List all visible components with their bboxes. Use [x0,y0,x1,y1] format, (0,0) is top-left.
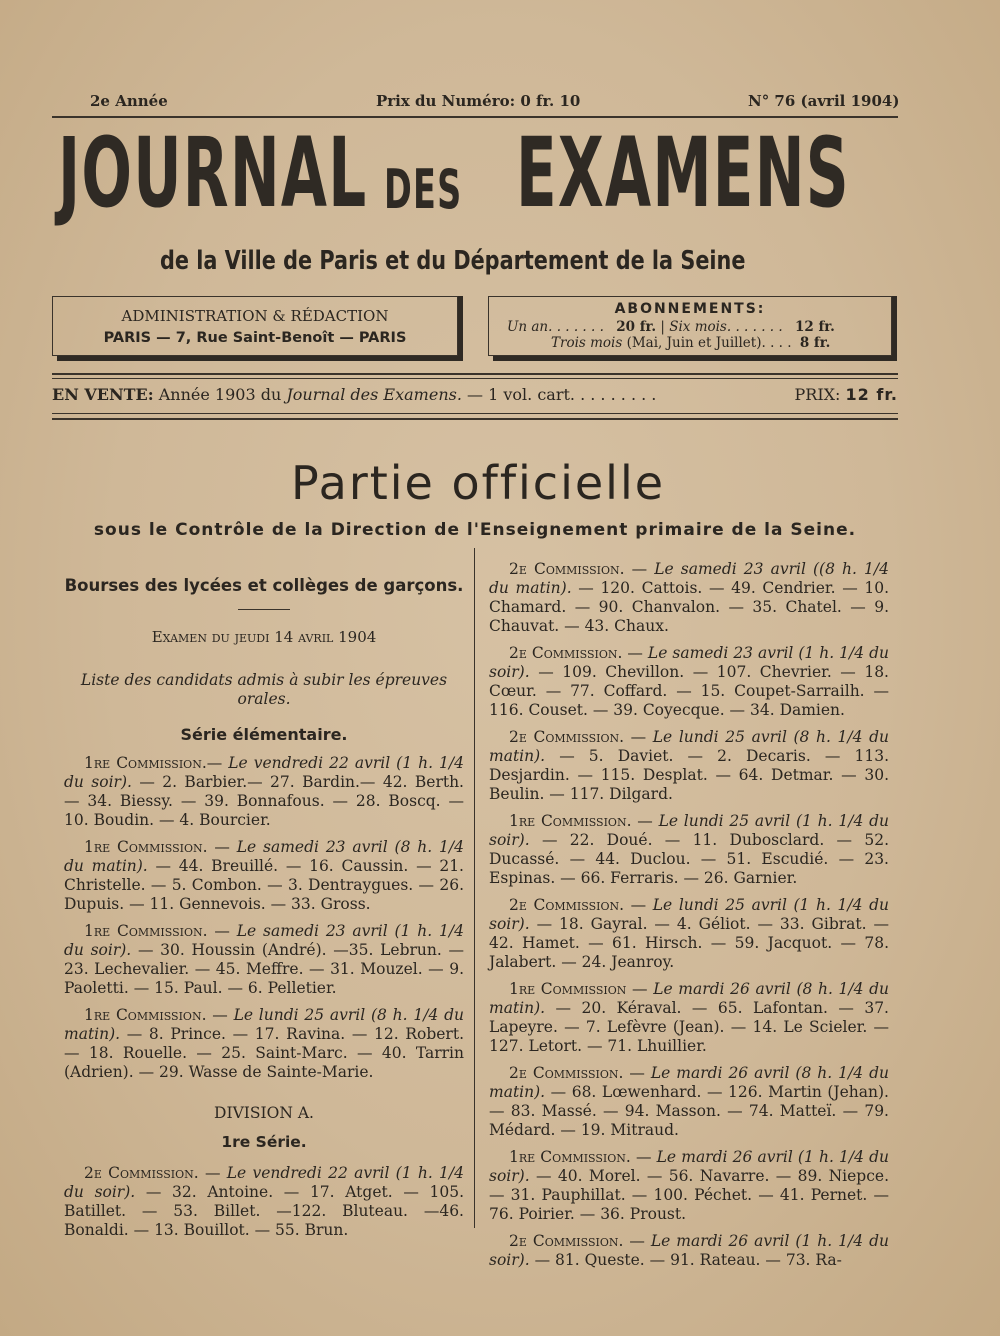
en-vente-text-b: Journal des Examens. [286,385,462,404]
abonnements-title: ABONNEMENTS: [614,301,766,317]
left-paragraph: 1re Commission. — Le lundi 25 avril (8 h. 1/4 du matin). — 8. Prince. — 17. Ravina. — 12. Robert. — 18. Rouelle. — 25. Saint-Marc. — 40. Tarrin (Adrien). — 29. Wasse de Sainte-Marie. [64,1006,464,1081]
right-paragraph: 2e Commission. — Le samedi 23 avril ((8 h. 1/4 du matin). — 120. Cattois. — 49. Cendrier. — 10. Chamard. — 90. Chanvalon. — 35. Chatel. — 9. Chauvat. — 43. Chaux. [489,560,889,635]
rule [52,373,898,375]
admin-box [52,296,458,356]
left-paragraph: 1re Commission.— Le vendredi 22 avril (1 h. 1/4 du soir). — 2. Barbier.— 27. Bardin.— 42. Berth. — 34. Biessy. — 39. Bonnafous. — 28. Boscq. — 10. Boudin. — 4. Bourcier. [64,754,464,829]
admin-line-2: PARIS — 7, Rue Saint-Benoît — PARIS [103,330,407,346]
prix-numero: Prix du Numéro: 0 fr. 10 [376,92,581,110]
un-an-price: 20 fr. [616,319,657,335]
liste-candidats: Liste des candidats admis à subir les épreuves orales. [80,671,448,708]
abonnements-line-2 [551,335,830,351]
prix-label: PRIX: [794,385,841,404]
serie-elementaire: Série élémentaire. [180,725,348,744]
rule [52,378,898,379]
rule [52,413,898,414]
right-paragraph: 1re Commission. — Le mardi 26 avril (1 h. 1/4 du soir). — 40. Morel. — 56. Navarre. — 89. Niepce. — 31. Pauphillat. — 100. Péchet. — 41. Pernet. — 76. Poirier. — 36. Proust. [489,1148,890,1223]
trois-mois-label: Trois mois [551,335,623,351]
section-title: Partie officielle [290,456,666,510]
right-paragraph: 2e Commission. — Le lundi 25 avril (8 h. 1/4 du matin). — 5. Daviet. — 2. Decaris. — 113. Desjardin. — 115. Desplat. — 64. Detmar. — 30. Beulin. — 117. Dilgard. [489,728,889,803]
six-mois-label: Six mois. . . . . . . [669,319,783,335]
right-column [489,560,889,1278]
rule [52,418,898,420]
abonnements-box [488,296,892,356]
prix-value: 12 fr. [845,385,898,404]
short-rule [238,609,290,610]
left-paragraph: 1re Commission. — Le samedi 23 avril (8 h. 1/4 du matin). — 44. Breuillé. — 16. Caussin. — 21. Christelle. — 5. Combon. — 3. Dentraygues. — 26. Dupuis. — 11. Gennevois. — 33. Gross. [64,838,464,913]
left-column [64,576,464,1248]
exam-date: Examen du jeudi 14 avril 1904 [151,628,377,646]
trois-mois-note: (Mai, Juin et Juillet). . . . [626,335,792,351]
annee: 2e Année [90,92,168,110]
title-examens: EXAMENS [516,117,850,229]
masthead [58,118,898,236]
trois-mois-price: 8 fr. [799,335,831,351]
left-paragraph: 2e Commission. — Le vendredi 22 avril (1 h. 1/4 du soir). — 32. Antoine. — 17. Atget. — 105. Batillet. — 53. Billet. —122. Bluteau. —46. Bonaldi. — 13. Bouillot. — 55. Brun. [64,1164,464,1239]
right-paragraph: 2e Commission. — Le mardi 26 avril (1 h. 1/4 du soir). — 81. Queste. — 91. Rateau. — 73. Ra- [489,1232,889,1269]
title-des: DES [384,158,463,221]
right-paragraph: 2e Commission. — Le samedi 23 avril (1 h. 1/4 du soir). — 109. Chevillon. — 107. Chevrier. — 18. Cœur. — 77. Coffard. — 15. Coupet-Sarrailh. — 116. Couset. — 39. Coyecque. — 34. Damien. [489,644,889,719]
numero: N° 76 (avril 1904) [748,92,900,110]
right-paragraph: 2e Commission. — Le lundi 25 avril (1 h. 1/4 du soir). — 18. Gayral. — 4. Géliot. — 33. Gibrat. — 42. Hamet. — 61. Hirsch. — 59. Jacquot. — 78. Jalabert. — 24. Jeanroy. [489,896,889,971]
abonnements-line-1: Un an. . . . . . . 20 fr. | Six mois. . . . . . . 12 fr. [507,319,835,335]
en-vente-text-a: Année 1903 du [158,385,282,404]
six-mois-price: 12 fr. [794,319,835,335]
division-a: DIVISION A. [214,1104,314,1122]
en-vente-prix [795,385,899,404]
en-vente-text-c: — 1 vol. cart. . . . . . . . . [467,385,657,404]
left-paragraph: 1re Commission. — Le samedi 23 avril (1 h. 1/4 du soir). — 30. Houssin (André). —35. Lebrun. — 23. Lechevalier. — 45. Meffre. — 31. Mouzel. — 9. Paoletti. — 15. Paul. — 6. Pelletier. [64,922,464,997]
premiere-serie: 1re Série. [221,1133,307,1151]
left-heading: Bourses des lycées et collèges de garçons. [64,576,464,595]
en-vente-label: EN VENTE: [52,385,154,404]
right-paragraph: 1re Commission. — Le lundi 25 avril (1 h. 1/4 du soir). — 22. Doué. — 11. Dubosclard. — 52. Ducassé. — 44. Duclou. — 51. Escudié. — 23. Espinas. — 66. Ferraris. — 26. Garnier. [489,812,889,887]
en-vente-line [52,385,898,404]
admin-line-1: ADMINISTRATION & RÉDACTION [121,307,389,325]
right-paragraph: 2e Commission. — Le mardi 26 avril (8 h. 1/4 du matin). — 68. Lœwenhard. — 126. Martin (Jehan). — 83. Massé. — 94. Masson. — 74. Matteï. — 79. Médard. — 19. Mitraud. [489,1064,889,1139]
un-an-label: Un an. . . . . . . [507,319,604,335]
masthead-subtitle: de la Ville de Paris et du Département de la Seine [160,246,746,276]
column-divider [474,548,475,1228]
header-line [52,92,898,110]
section-subtitle: sous le Contrôle de la Direction de l'Enseignement primaire de la Seine. [93,520,857,540]
right-paragraph: 1re Commission — Le mardi 26 avril (8 h. 1/4 du matin). — 20. Kéraval. — 65. Lafontan. — 37. Lapeyre. — 7. Lefèvre (Jean). — 14. Le Scieler. — 127. Letort. — 71. Lhuillier. [489,980,889,1055]
title-journal: JOURNAL [58,117,368,229]
